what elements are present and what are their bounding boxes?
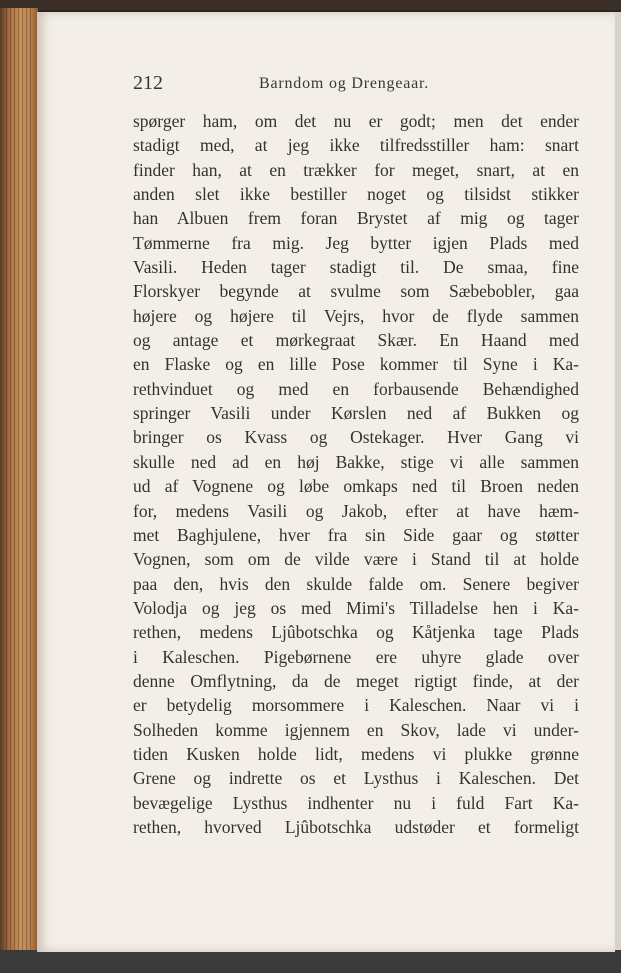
- text-line: stadigt med, at jeg ikke tilfredsstiller ham: snart: [133, 135, 579, 156]
- page-number: 212: [133, 72, 163, 94]
- text-line: Volodja og jeg os med Mimi's Tilladelse hen i Ka-: [133, 597, 579, 618]
- text-line: paa den, hvis den skulde falde om. Senere begiver: [133, 573, 579, 594]
- body-text: [133, 109, 579, 839]
- text-line: Grene og indrette os et Lysthus i Kaleschen. Det: [133, 768, 579, 789]
- text-line: rethen, medens Ljûbotschka og Kåtjenka tage Plads: [133, 622, 579, 643]
- text-line: rethen, hvorved Ljûbotschka udstøder et formeligt: [133, 816, 579, 837]
- text-line: skulle ned ad en høj Bakke, stige vi alle sammen: [133, 451, 579, 472]
- text-line: spørger ham, om det nu er godt; men det ender: [133, 111, 579, 131]
- text-line: højere og højere til Vejrs, hvor de flyde sammen: [133, 305, 579, 326]
- top-edge: [0, 0, 621, 10]
- text-line: bringer os Kvass og Ostekager. Hver Gang vi: [133, 427, 579, 448]
- book-page: [37, 12, 615, 952]
- text-line: en Flaske og en lille Pose kommer til Syne i Ka-: [133, 354, 579, 375]
- text-line: er betydelig morsommere i Kaleschen. Naar vi i: [133, 695, 579, 716]
- page-header: [37, 72, 615, 102]
- spine-texture: [6, 8, 32, 956]
- running-head: Barndom og Drengeaar.: [259, 75, 430, 92]
- bottom-edge: [0, 950, 621, 973]
- text-line: Vognen, som om de vilde være i Stand til at holde: [133, 549, 579, 570]
- text-line: Florskyer begynde at svulme som Sæbebobler, gaa: [133, 281, 579, 302]
- text-line: springer Vasili under Kørslen ned af Bukken og: [133, 403, 579, 424]
- text-line: i Kaleschen. Pigebørnene ere uhyre glade over: [133, 646, 579, 667]
- text-line: Solheden komme igjennem en Skov, lade vi under-: [133, 719, 579, 740]
- text-line: ud af Vognene og løbe omkaps ned til Broen neden: [133, 476, 579, 497]
- text-line: tiden Kusken holde lidt, medens vi plukke grønne: [133, 743, 579, 764]
- text-line: met Baghjulene, hver fra sin Side gaar og støtter: [133, 524, 579, 545]
- text-line: rethvinduet og med en forbausende Behændighed: [133, 378, 579, 399]
- text-line: Tømmerne fra mig. Jeg bytter igjen Plads med: [133, 232, 579, 253]
- text-line: for, medens Vasili og Jakob, efter at have hæm-: [133, 500, 579, 521]
- text-line: bevægelige Lysthus indhenter nu i fuld Fart Ka-: [133, 792, 579, 813]
- text-line: Vasili. Heden tager stadigt til. De smaa, fine: [133, 257, 579, 278]
- text-line: han Albuen frem foran Brystet af mig og tager: [133, 208, 579, 229]
- text-line: finder han, at en trækker for meget, snart, at en: [133, 159, 579, 180]
- text-line: anden slet ikke bestiller noget og tilsidst stikker: [133, 184, 579, 205]
- text-line: denne Omflytning, da de meget rigtigt finde, at der: [133, 670, 579, 691]
- text-line: og antage et mørkegraat Skær. En Haand med: [133, 330, 579, 351]
